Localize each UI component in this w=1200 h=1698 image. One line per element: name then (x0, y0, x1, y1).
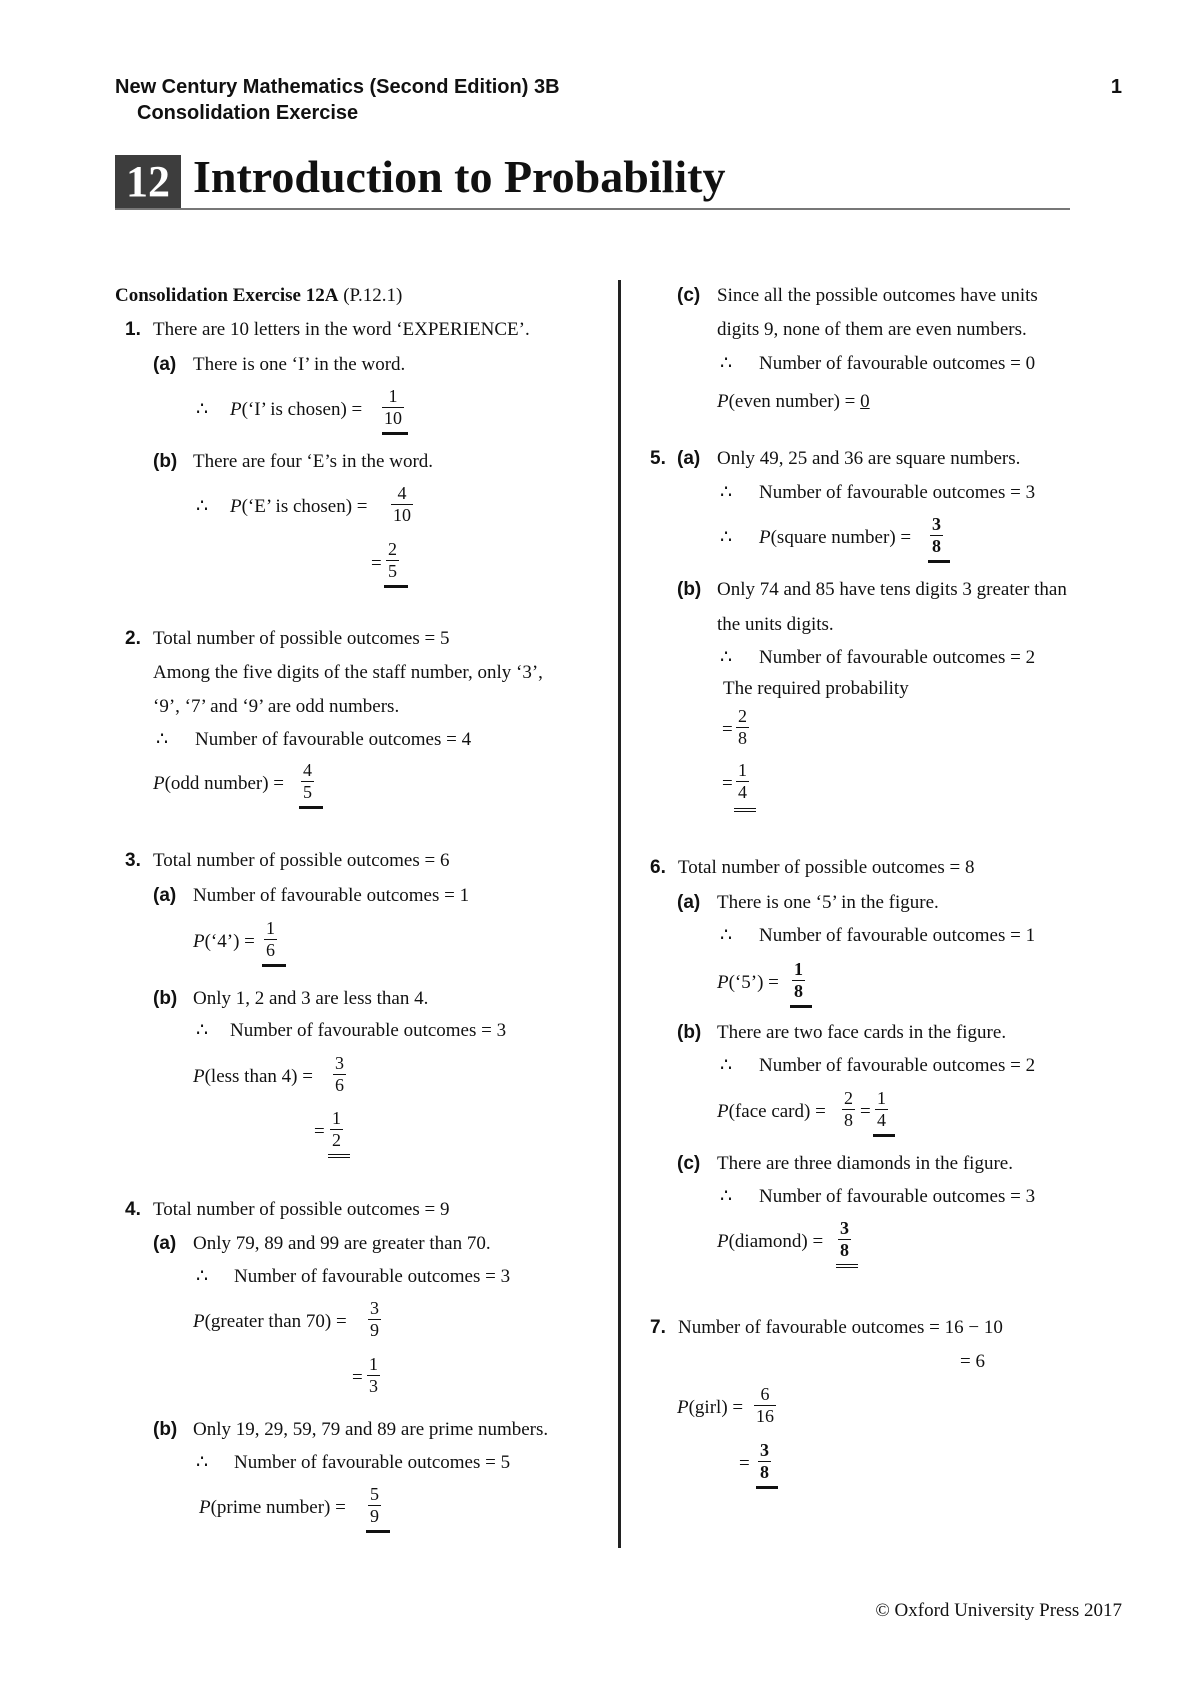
denominator: 8 (738, 728, 747, 748)
answer-underline (756, 1486, 778, 1489)
q1b-eq: = (371, 553, 382, 574)
q7-text2: = 6 (960, 1351, 985, 1372)
q7-fraction (754, 1384, 776, 1427)
q7-number: 7. (650, 1317, 666, 1338)
numerator: 2 (738, 706, 747, 726)
answer-double-underline (328, 1154, 350, 1155)
q5-number: 5. (650, 448, 666, 469)
q5b-label: (b) (677, 579, 702, 600)
q2-line1: Total number of possible outcomes = 5 (153, 628, 450, 649)
numerator: 4 (397, 483, 407, 503)
q5b-eq: = (722, 719, 733, 740)
answer-underline (873, 1134, 895, 1137)
q5b-eq-2: = (722, 773, 733, 794)
q7-fraction-2 (758, 1440, 771, 1483)
q4a-expr-text: (greater than 70) = (204, 1311, 347, 1332)
q7-text: Number of favourable outcomes = 16 − 10 (678, 1317, 1003, 1338)
q5a-therefore-2: ∴ (720, 527, 733, 548)
denominator: 8 (760, 1462, 769, 1482)
section-ref: (P.12.1) (343, 285, 403, 306)
q6c-therefore: ∴ (720, 1186, 733, 1207)
numerator: 5 (370, 1484, 379, 1504)
denominator: 16 (756, 1406, 774, 1426)
q1b-therefore: ∴ (196, 496, 209, 517)
q6a-fraction (792, 959, 805, 1002)
q4c-expr-text: (even number) = (728, 391, 856, 412)
q2-line2: Among the five digits of the staff number, only ‘3’, (153, 662, 543, 683)
page-number: 1 (1110, 76, 1122, 98)
q5b-text2: Number of favourable outcomes = 2 (759, 647, 1036, 668)
q5a-therefore: ∴ (720, 482, 733, 503)
q3a-expr-text: (‘4’) = (204, 931, 255, 952)
numerator: 2 (844, 1088, 853, 1108)
denominator: 8 (794, 981, 803, 1001)
numerator: 4 (303, 760, 312, 780)
q3b-expr (193, 1065, 313, 1089)
q6c-expr (717, 1230, 823, 1254)
q1b-fraction-2 (386, 539, 399, 582)
q6b-expr (717, 1100, 826, 1124)
numerator: 1 (738, 760, 747, 780)
q4a-fraction-2 (367, 1354, 380, 1397)
numerator: 1 (877, 1088, 886, 1108)
p-symbol: P (193, 1311, 205, 1332)
answer-double-underline (734, 808, 756, 809)
q6b-fraction-2 (875, 1088, 888, 1131)
q5a-expr (759, 526, 911, 550)
q6a-label: (a) (677, 892, 701, 913)
p-symbol: P (193, 931, 205, 952)
p-symbol: P (677, 1397, 689, 1418)
q1b-expr (230, 495, 368, 519)
q6b-label: (b) (677, 1022, 702, 1043)
numerator: 1 (388, 386, 398, 406)
q4-intro: Total number of possible outcomes = 9 (153, 1199, 450, 1220)
denominator: 4 (877, 1110, 886, 1130)
q6b-fraction (842, 1088, 855, 1131)
q6a-text: There is one ‘5’ in the figure. (717, 892, 939, 913)
q1a-fraction (382, 386, 404, 429)
q7-expr-text: (girl) = (688, 1397, 744, 1418)
q6b-expr-text: (face card) = (728, 1101, 826, 1122)
q6b-therefore: ∴ (720, 1055, 733, 1076)
q1b-label: (b) (153, 451, 178, 472)
q7-expr (677, 1396, 743, 1420)
denominator: 8 (844, 1110, 853, 1130)
numerator: 2 (388, 539, 397, 559)
q1-number: 1. (125, 319, 141, 340)
numerator: 6 (760, 1384, 770, 1404)
numerator: 3 (335, 1053, 344, 1073)
q5a-expr-text: (square number) = (770, 527, 912, 548)
q1a-label: (a) (153, 354, 177, 375)
answer-underline (299, 806, 323, 809)
q4a-fraction (368, 1298, 381, 1341)
q3b-label: (b) (153, 988, 178, 1009)
answer-underline (384, 585, 408, 588)
q3b-fraction-2 (330, 1108, 343, 1151)
numerator: 1 (794, 959, 803, 979)
q3b-therefore: ∴ (196, 1020, 209, 1041)
q3b-text: Only 1, 2 and 3 are less than 4. (193, 988, 429, 1009)
numerator: 3 (932, 514, 941, 534)
answer-underline (790, 1005, 812, 1008)
denominator: 9 (370, 1506, 379, 1526)
denominator: 10 (393, 505, 411, 525)
q6c-text: There are three diamonds in the figure. (717, 1153, 1013, 1174)
q1-intro: There are 10 letters in the word ‘EXPERIENCE’. (153, 319, 530, 340)
q5a-text2: Number of favourable outcomes = 3 (759, 482, 1036, 503)
denominator: 5 (388, 561, 397, 581)
q6a-therefore: ∴ (720, 925, 733, 946)
q1b-text: There are four ‘E’s in the word. (193, 451, 434, 472)
chapter-title: Introduction to Probability (193, 151, 726, 202)
q5b-text3: The required probability (723, 678, 909, 699)
q1a-expr (230, 398, 362, 422)
p-symbol: P (230, 496, 242, 517)
denominator: 5 (303, 782, 312, 802)
q6a-text2: Number of favourable outcomes = 1 (759, 925, 1036, 946)
q4c-label: (c) (677, 285, 701, 306)
q4a-therefore: ∴ (196, 1266, 209, 1287)
q2-expr (153, 772, 284, 796)
q5b-fraction (736, 706, 749, 749)
p-symbol: P (199, 1497, 211, 1518)
q6a-expr-text: (‘5’) = (728, 972, 779, 993)
p-symbol: P (717, 972, 729, 993)
q6a-expr (717, 971, 779, 995)
denominator: 4 (738, 782, 747, 802)
q4b-text2: Number of favourable outcomes = 5 (234, 1452, 511, 1473)
q6c-text2: Number of favourable outcomes = 3 (759, 1186, 1036, 1207)
q4c-expr (717, 390, 870, 414)
q3a-expr (193, 930, 255, 954)
p-symbol: P (153, 773, 165, 794)
answer-double-underline (836, 1264, 858, 1265)
q4b-expr (199, 1496, 346, 1520)
q4b-therefore: ∴ (196, 1452, 209, 1473)
p-symbol: P (759, 527, 771, 548)
numerator: 1 (266, 918, 275, 938)
answer-underline (382, 432, 408, 435)
q4-number: 4. (125, 1199, 141, 1220)
q3b-expr-text: (less than 4) = (204, 1066, 313, 1087)
q5a-text: Only 49, 25 and 36 are square numbers. (717, 448, 1021, 469)
q6b-text2: Number of favourable outcomes = 2 (759, 1055, 1036, 1076)
q2-expr-text: (odd number) = (164, 773, 285, 794)
q4b-label: (b) (153, 1419, 178, 1440)
q6c-expr-text: (diamond) = (728, 1231, 824, 1252)
answer-underline (262, 964, 286, 967)
q4c-text: Since all the possible outcomes have units (717, 285, 1038, 306)
numerator: 1 (332, 1108, 341, 1128)
q6b-eq: = (860, 1101, 871, 1122)
q6b-text: There are two face cards in the figure. (717, 1022, 1007, 1043)
q6-number: 6. (650, 857, 666, 878)
denominator: 6 (335, 1075, 344, 1095)
q6c-label: (c) (677, 1153, 701, 1174)
q7-eq: = (739, 1453, 750, 1474)
numerator: 3 (840, 1218, 849, 1238)
q1a-expr-text: (‘I’ is chosen) = (241, 399, 363, 420)
q4a-text2: Number of favourable outcomes = 3 (234, 1266, 511, 1287)
section-heading (115, 284, 402, 308)
q4b-fraction (368, 1484, 381, 1527)
denominator: 9 (370, 1320, 379, 1340)
q5b-text: Only 74 and 85 have tens digits 3 greater than (717, 579, 1067, 600)
q5a-label: (a) (677, 448, 701, 469)
denominator: 2 (332, 1130, 341, 1150)
q2-therefore: ∴ (156, 729, 169, 750)
p-symbol: P (230, 399, 242, 420)
denominator: 8 (932, 536, 941, 556)
q2-fraction (301, 760, 314, 803)
p-symbol: P (717, 1101, 729, 1122)
numerator: 3 (370, 1298, 379, 1318)
book-subtitle: Consolidation Exercise (137, 102, 359, 124)
q3b-eq: = (314, 1121, 325, 1142)
q1b-fraction (391, 483, 413, 526)
q6-intro: Total number of possible outcomes = 8 (678, 857, 975, 878)
q4c-text2: Number of favourable outcomes = 0 (759, 353, 1036, 374)
q3a-fraction (264, 918, 277, 961)
q2-number: 2. (125, 628, 141, 649)
column-divider (618, 280, 621, 1548)
section-title: Consolidation Exercise 12A (115, 285, 339, 306)
denominator: 6 (266, 940, 275, 960)
p-symbol: P (717, 391, 729, 412)
q6c-fraction (838, 1218, 851, 1261)
q2-line4: Number of favourable outcomes = 4 (195, 729, 472, 750)
q4c-answer: 0 (860, 391, 870, 412)
q4a-expr (193, 1310, 347, 1334)
denominator: 8 (840, 1240, 849, 1260)
q5b-text1: the units digits. (717, 614, 834, 635)
q3a-text: Number of favourable outcomes = 1 (193, 885, 470, 906)
numerator: 3 (760, 1440, 769, 1460)
q5b-therefore: ∴ (720, 647, 733, 668)
p-symbol: P (717, 1231, 729, 1252)
q4a-eq: = (352, 1367, 363, 1388)
q3a-label: (a) (153, 885, 177, 906)
q3-number: 3. (125, 850, 141, 871)
numerator: 1 (369, 1354, 378, 1374)
chapter-number: 12 (115, 155, 181, 209)
q3b-fraction (333, 1053, 346, 1096)
q4a-text: Only 79, 89 and 99 are greater than 70. (193, 1233, 491, 1254)
chapter-rule (115, 208, 1070, 210)
q5a-fraction (930, 514, 943, 557)
q1a-therefore: ∴ (196, 399, 209, 420)
q5b-fraction-2 (736, 760, 749, 803)
book-title: New Century Mathematics (Second Edition) 3B (115, 76, 560, 98)
answer-underline (366, 1530, 390, 1533)
answer-underline (928, 560, 950, 563)
q4a-label: (a) (153, 1233, 177, 1254)
denominator: 3 (369, 1376, 378, 1396)
copyright: © Oxford University Press 2017 (875, 1600, 1122, 1621)
q2-line3: ‘9’, ‘7’ and ‘9’ are odd numbers. (153, 696, 400, 717)
q1b-expr-text: (‘E’ is chosen) = (241, 496, 368, 517)
q3b-text2: Number of favourable outcomes = 3 (230, 1020, 507, 1041)
q4c-therefore: ∴ (720, 353, 733, 374)
denominator: 10 (384, 408, 402, 428)
q1a-text: There is one ‘I’ in the word. (193, 354, 406, 375)
p-symbol: P (193, 1066, 205, 1087)
q3-intro: Total number of possible outcomes = 6 (153, 850, 450, 871)
q4c-text1: digits 9, none of them are even numbers. (717, 319, 1027, 340)
q4b-expr-text: (prime number) = (210, 1497, 346, 1518)
q4b-text: Only 19, 29, 59, 79 and 89 are prime numbers. (193, 1419, 549, 1440)
